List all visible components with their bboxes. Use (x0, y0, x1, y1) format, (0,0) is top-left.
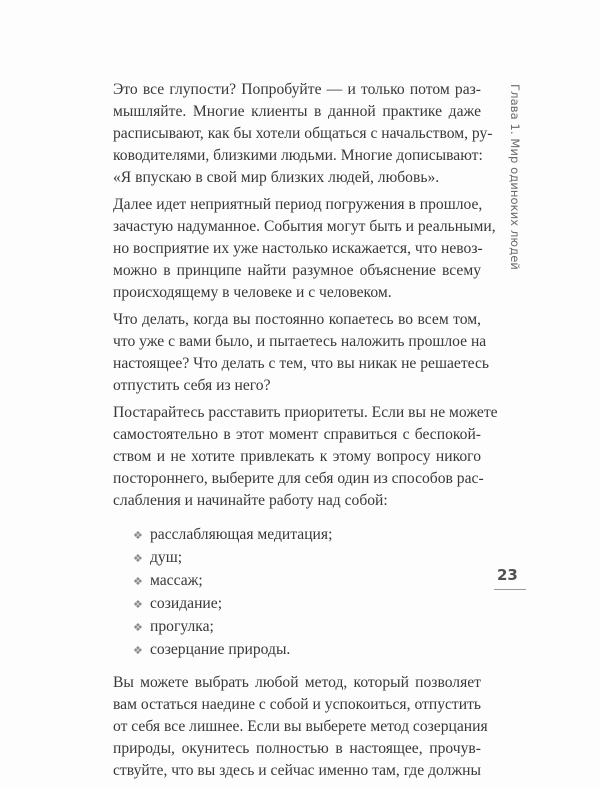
list-item (133, 616, 481, 639)
paragraph (113, 672, 488, 782)
list-item (133, 593, 481, 616)
paragraph (113, 402, 498, 512)
diamond-bullet-icon: ❖ (133, 598, 143, 611)
text-line: «Я впускаю в свой мир близких людей, любовь». (113, 169, 440, 186)
text-line: зачастую надуманное. События могут быть и реальными, (113, 218, 496, 235)
text-line: отпустить себя из него? (113, 377, 271, 394)
text-line: но восприятие их уже настолько искажается, что невоз- (113, 240, 483, 257)
text-line: Это все глупости? Попробуйте — и только потом раз- (113, 81, 481, 98)
list-item-text: прогулка; (150, 618, 214, 635)
text-line: что уже с вами было, и пытаетесь наложить прошлое на (113, 333, 487, 350)
text-line: ством и не хотите привлекать к этому вопросу никого (113, 448, 481, 465)
running-head: Глава 1. Мир одиноких людей (508, 84, 522, 270)
text-line: слабления и начинайте работу над собой: (113, 492, 388, 509)
text-line: вам остаться наедине с собой и успокоиться, отпустить (113, 696, 481, 713)
list-item-text: расслабляющая медитация; (150, 526, 333, 543)
text-line: ководителями, близкими людьми. Многие дописывают: (113, 147, 483, 164)
text-line: можно в принципе найти разумное объяснение всему (113, 262, 481, 279)
text-line: Вы можете выбрать любой метод, который позволяет (113, 674, 481, 691)
text-line: происходящему в человеке и с человеком. (113, 284, 392, 301)
text-line: ствуйте, что вы здесь и сейчас именно там, где должны (113, 762, 481, 779)
diamond-bullet-icon: ❖ (133, 644, 143, 657)
page-number-rule (494, 589, 526, 590)
list-item (133, 639, 481, 662)
text-line: расписывают, как бы хотели общаться с начальством, ру- (113, 125, 493, 142)
diamond-bullet-icon: ❖ (133, 621, 143, 634)
paragraph (113, 194, 496, 304)
text-line: самостоятельно в этот момент справиться с беспокой- (113, 426, 481, 443)
relaxation-methods-list (113, 524, 481, 662)
text-line: Далее идет неприятный период погружения в прошлое, (113, 196, 483, 213)
page-number: 23 (497, 566, 518, 584)
diamond-bullet-icon: ❖ (133, 575, 143, 588)
diamond-bullet-icon: ❖ (133, 552, 143, 565)
diamond-bullet-icon: ❖ (133, 529, 143, 542)
text-line: мышляйте. Многие клиенты в данной практике даже (113, 103, 481, 120)
paragraph (113, 309, 489, 397)
list-item (133, 524, 481, 547)
list-item-text: созерцание природы. (150, 641, 291, 658)
list-item-text: созидание; (150, 595, 223, 612)
paragraph (113, 79, 493, 189)
text-line: настоящее? Что делать с тем, что вы никак не решаетесь (113, 355, 489, 372)
list-item (133, 570, 481, 593)
list-item-text: массаж; (150, 572, 203, 589)
text-line: природы, окунитесь полностью в настоящее, прочув- (113, 740, 481, 757)
text-line: Постарайтесь расставить приоритеты. Если вы не можете (113, 404, 498, 421)
list-item-text: душ; (150, 549, 183, 566)
text-line: от себя все лишнее. Если вы выберете метод созерцания (113, 718, 488, 735)
list-item (133, 547, 481, 570)
text-line: Что делать, когда вы постоянно копаетесь во всем том, (113, 311, 481, 328)
text-line: постороннего, выберите для себя один из способов рас- (113, 470, 484, 487)
page-body (113, 79, 498, 787)
